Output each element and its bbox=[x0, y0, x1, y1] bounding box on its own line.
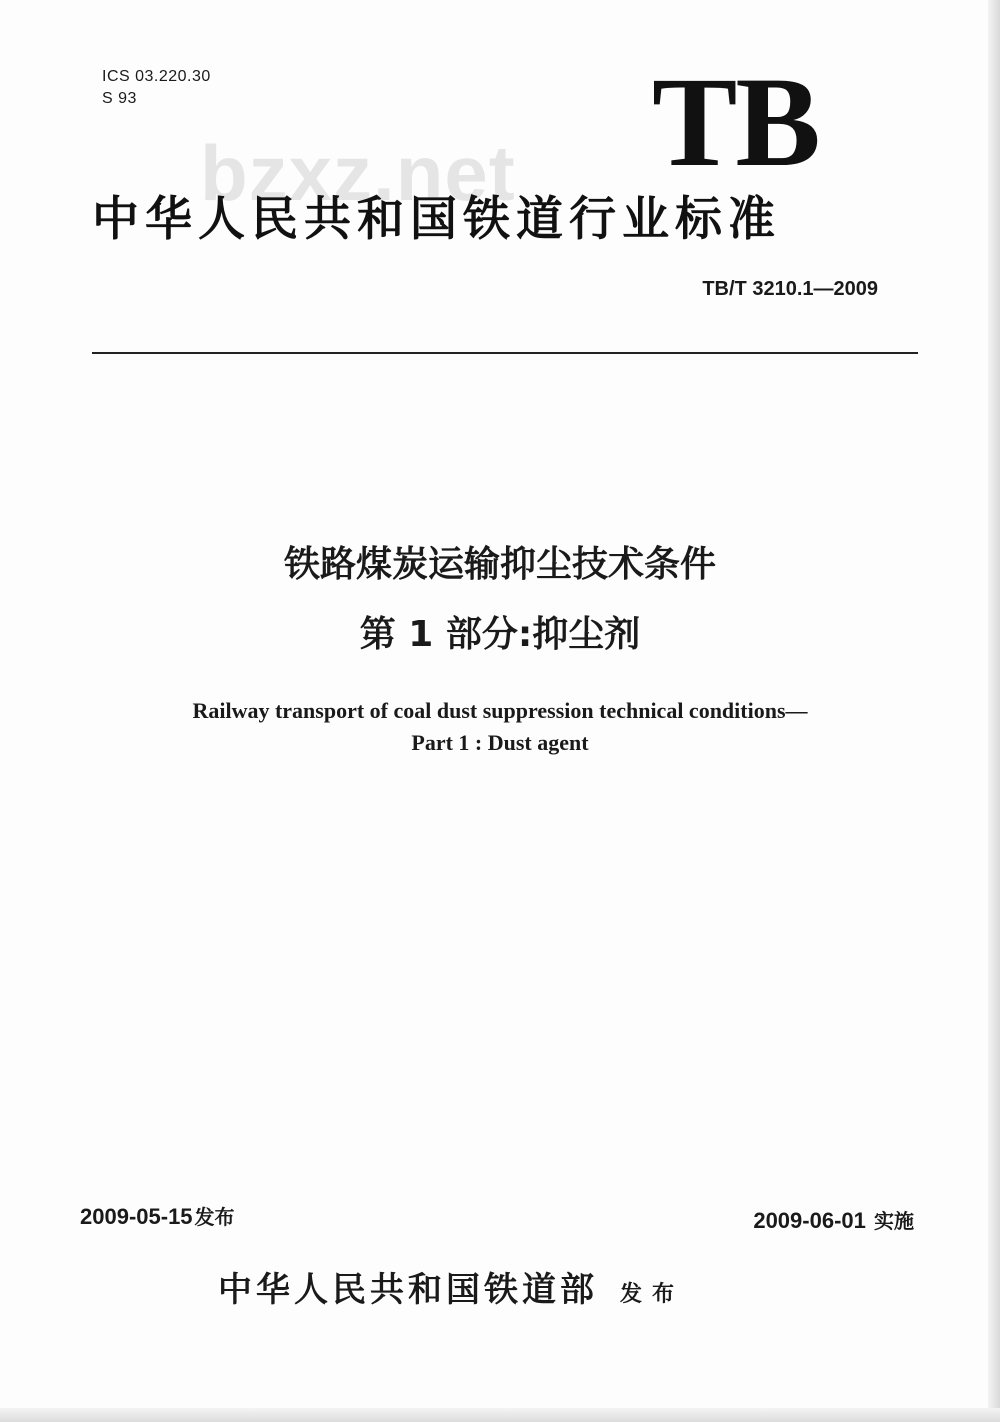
tb-logo: TB bbox=[652, 51, 819, 193]
ics-code: ICS 03.220.30 bbox=[102, 68, 211, 85]
classification-codes bbox=[102, 66, 211, 110]
publisher-line bbox=[218, 1266, 684, 1319]
title-chinese-line-1: 铁路煤炭运输抑尘技术条件 bbox=[283, 544, 716, 585]
publisher-action: 发布 bbox=[620, 1282, 685, 1307]
class-code: S 93 bbox=[102, 90, 137, 107]
watermark: bzxz.net bbox=[200, 129, 516, 217]
standard-number: TB/T 3210.1—2009 bbox=[702, 278, 878, 300]
issue-label: 发布 bbox=[194, 1205, 235, 1229]
issue-date: 2009-05-15 bbox=[80, 1204, 193, 1229]
implement-date-block bbox=[753, 1206, 914, 1236]
title-english-line-1: Railway transport of coal dust suppression technical conditions— bbox=[192, 698, 808, 723]
publisher-name: 中华人民共和国铁道部 bbox=[218, 1270, 598, 1310]
title-chinese-line-2: 第 1 部分:抑尘剂 bbox=[359, 614, 641, 655]
issue-date-block bbox=[80, 1202, 235, 1232]
implement-date: 2009-06-01 bbox=[753, 1208, 866, 1233]
organization-title: 中华人民共和国铁道行业标准 bbox=[92, 192, 781, 247]
title-english-line-2: Part 1 : Dust agent bbox=[411, 730, 589, 755]
page-bottom-shadow bbox=[0, 1408, 1000, 1422]
header-divider bbox=[92, 352, 918, 354]
implement-label: 实施 bbox=[874, 1209, 914, 1233]
